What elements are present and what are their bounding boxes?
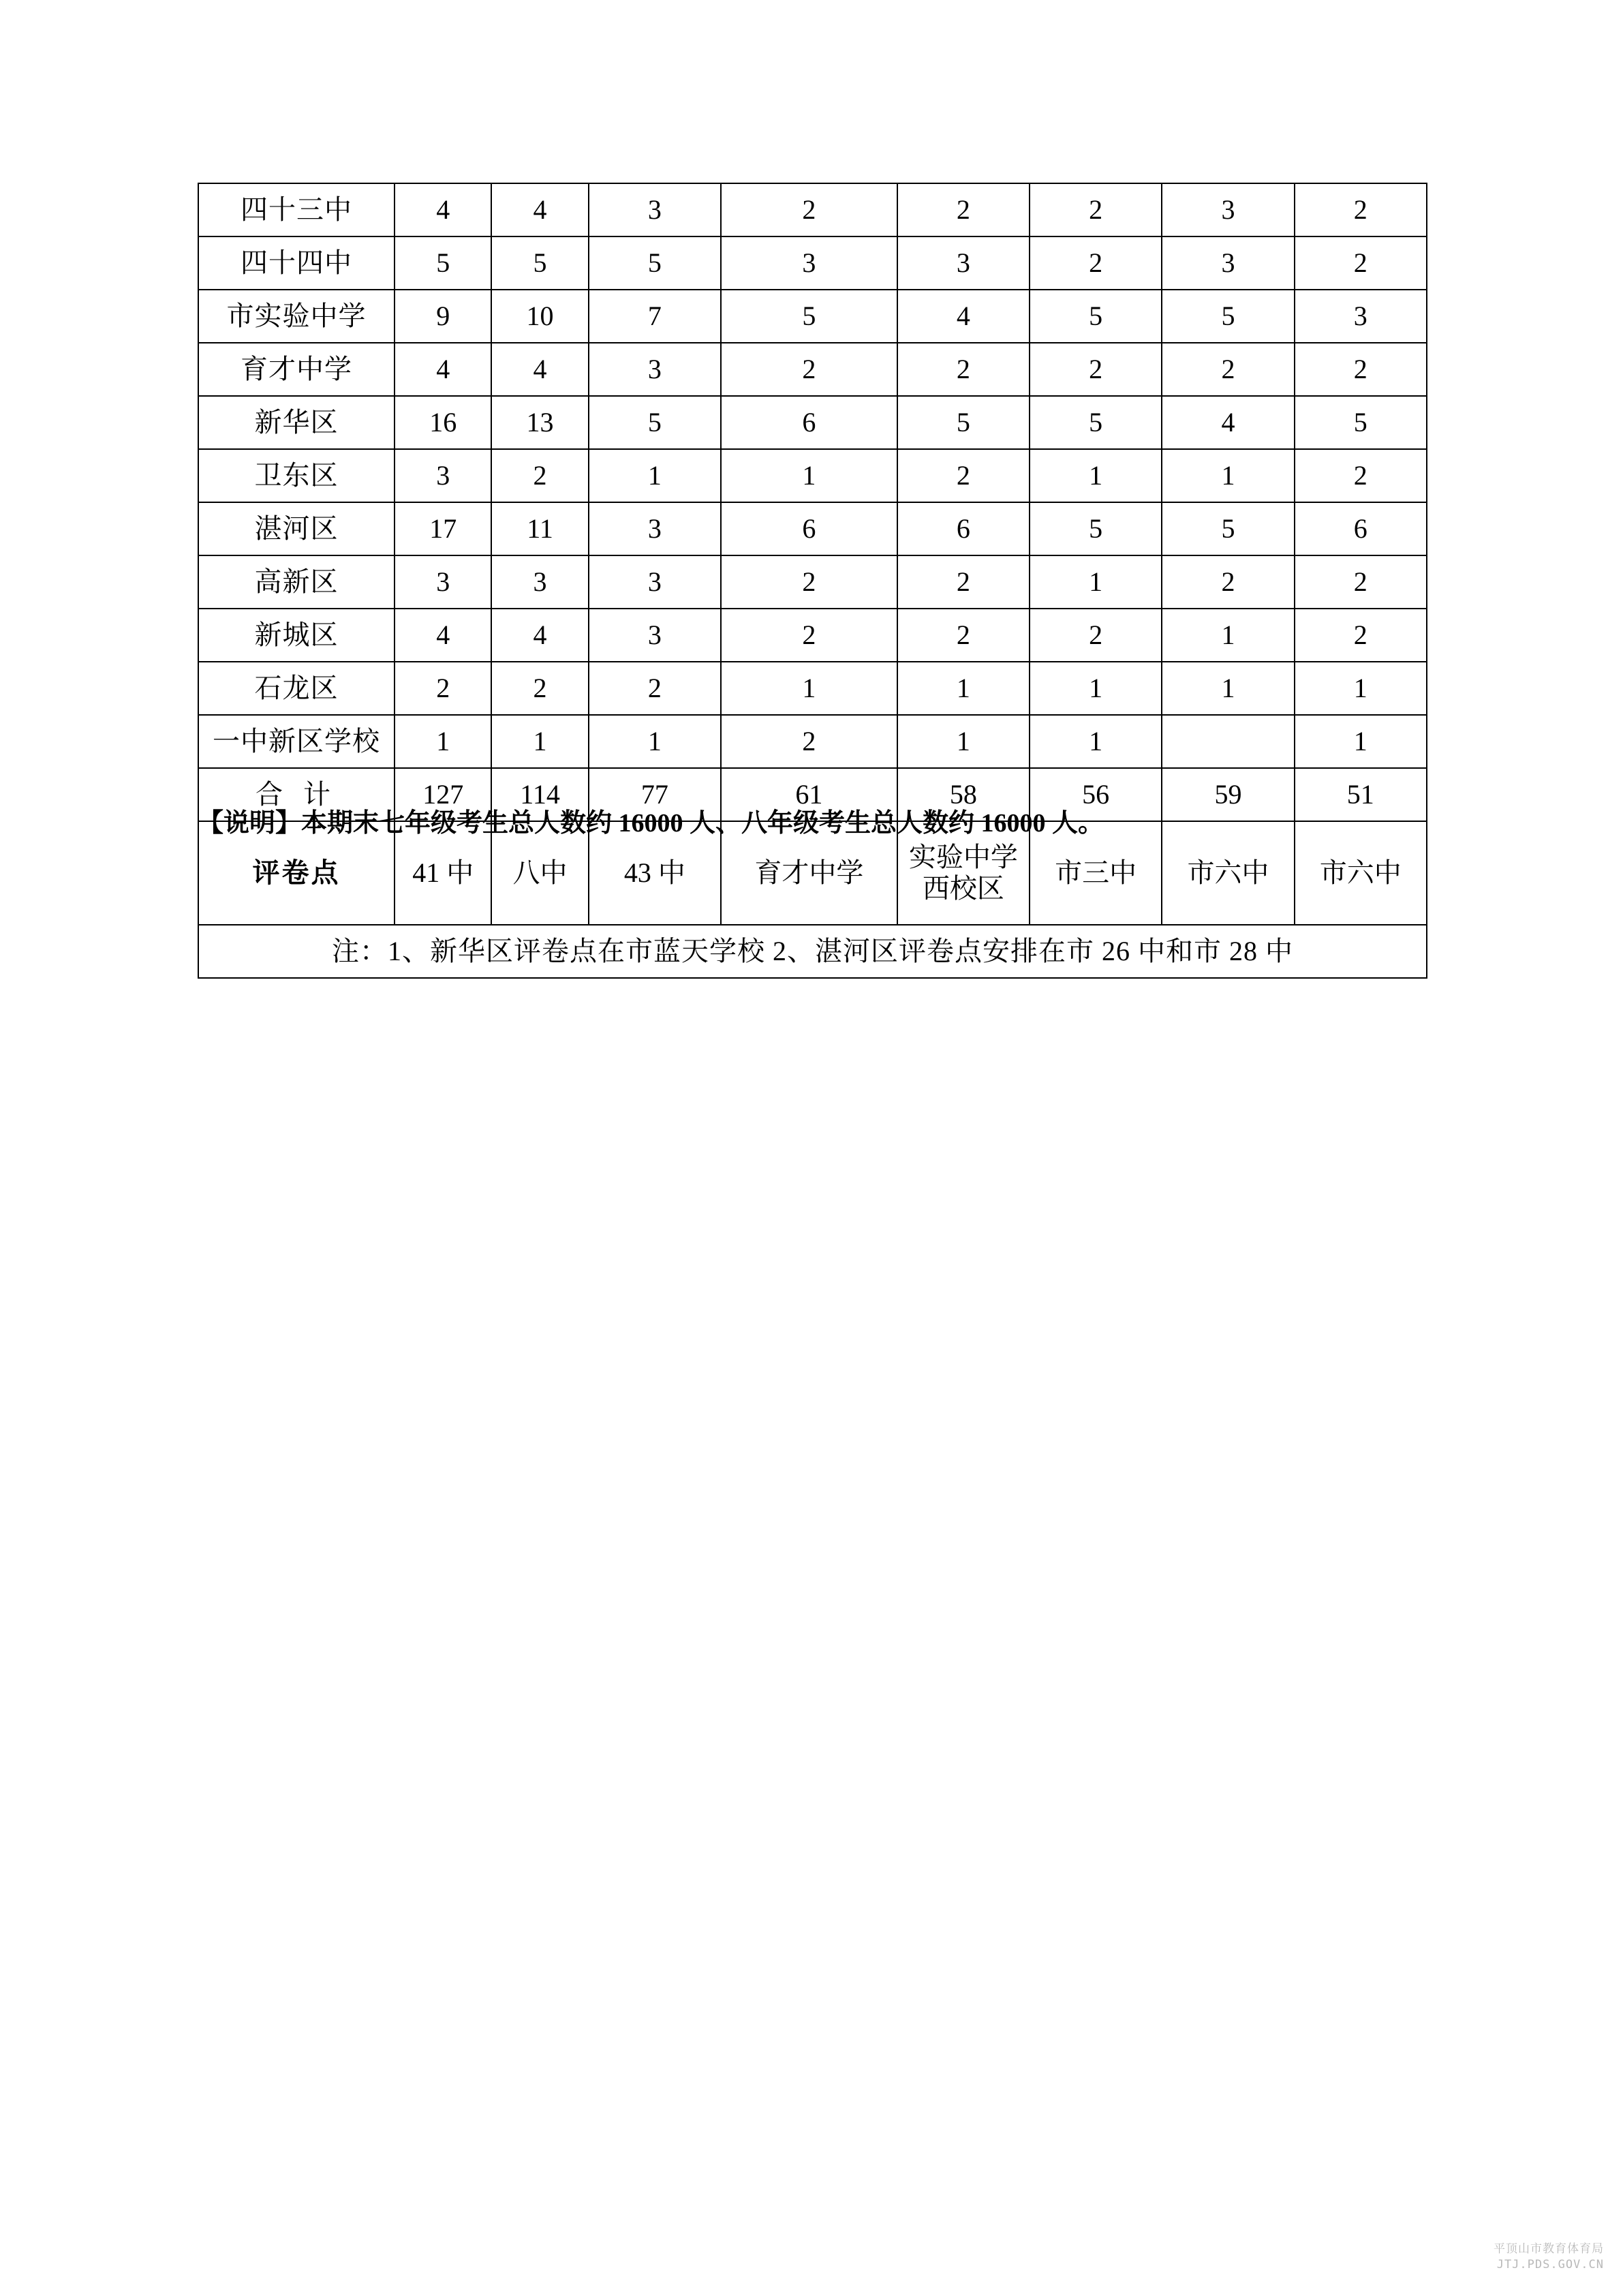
cell: 2 (897, 609, 1030, 662)
cell: 1 (1030, 555, 1162, 609)
cell: 3 (1162, 236, 1294, 290)
cell: 3 (589, 555, 721, 609)
row-label: 新城区 (198, 609, 395, 662)
watermark-line-2: JTJ.PDS.GOV.CN (1496, 2258, 1604, 2272)
watermark (1494, 2241, 1604, 2273)
cell: 3 (1162, 183, 1294, 236)
total-cell: 61 (721, 768, 897, 821)
cell: 5 (1030, 502, 1162, 555)
row-label: 石龙区 (198, 662, 395, 715)
cell: 2 (1295, 449, 1427, 502)
cell: 2 (1030, 609, 1162, 662)
cell: 4 (1162, 396, 1294, 449)
cell: 1 (1162, 662, 1294, 715)
scoring-point-cell: 43 中 (589, 821, 721, 925)
total-cell: 114 (491, 768, 588, 821)
cell: 3 (1295, 290, 1427, 343)
cell: 5 (1030, 396, 1162, 449)
cell: 1 (589, 449, 721, 502)
cell: 2 (1295, 555, 1427, 609)
cell: 5 (1162, 290, 1294, 343)
scoring-point-cell: 市三中 (1030, 821, 1162, 925)
cell: 1 (1030, 715, 1162, 768)
cell: 1 (1030, 662, 1162, 715)
cell: 5 (1162, 502, 1294, 555)
scoring-point-cell: 市六中 (1162, 821, 1294, 925)
cell: 9 (395, 290, 491, 343)
scoring-point-cell: 市六中 (1295, 821, 1427, 925)
row-label: 四十三中 (198, 183, 395, 236)
cell: 2 (1295, 609, 1427, 662)
cell: 13 (491, 396, 588, 449)
total-cell: 127 (395, 768, 491, 821)
cell: 1 (589, 715, 721, 768)
cell: 2 (897, 183, 1030, 236)
cell: 4 (395, 343, 491, 396)
cell: 4 (491, 343, 588, 396)
cell: 16 (395, 396, 491, 449)
cell: 5 (897, 396, 1030, 449)
cell: 6 (897, 502, 1030, 555)
cell: 5 (589, 396, 721, 449)
cell: 2 (897, 555, 1030, 609)
cell: 2 (721, 343, 897, 396)
cell: 2 (1030, 236, 1162, 290)
table-row (198, 662, 1427, 715)
cell: 2 (491, 449, 588, 502)
table-note: 注：1、新华区评卷点在市蓝天学校 2、湛河区评卷点安排在市 26 中和市 28 中 (198, 925, 1427, 978)
cell: 1 (1030, 449, 1162, 502)
cell: 6 (721, 502, 897, 555)
scoring-point-cell: 八中 (491, 821, 588, 925)
cell: 5 (1030, 290, 1162, 343)
cell: 2 (1030, 183, 1162, 236)
cell: 3 (589, 343, 721, 396)
scoring-point-cell: 41 中 (395, 821, 491, 925)
total-cell: 56 (1030, 768, 1162, 821)
cell: 2 (721, 715, 897, 768)
scoring-point-cell: 育才中学 (721, 821, 897, 925)
table-row (198, 396, 1427, 449)
scoring-point-cell: 实验中学西校区 (897, 821, 1030, 925)
cell: 2 (1295, 236, 1427, 290)
explanation-text: 【说明】本期末七年级考生总人数约 16000 人、八年级考生总人数约 16000 人。 (198, 809, 1104, 838)
cell: 7 (589, 290, 721, 343)
cell: 17 (395, 502, 491, 555)
row-label: 新华区 (198, 396, 395, 449)
row-label: 四十四中 (198, 236, 395, 290)
cell: 2 (1162, 343, 1294, 396)
cell: 10 (491, 290, 588, 343)
total-label: 合 计 (198, 768, 395, 821)
table-row (198, 715, 1427, 768)
cell: 3 (589, 502, 721, 555)
cell: 5 (1295, 396, 1427, 449)
exam-allocation-table (198, 183, 1427, 979)
cell: 2 (395, 662, 491, 715)
cell: 3 (395, 449, 491, 502)
row-label: 市实验中学 (198, 290, 395, 343)
cell: 2 (721, 609, 897, 662)
cell: 4 (395, 609, 491, 662)
scoring-point-label: 评卷点 (198, 821, 395, 925)
cell: 5 (491, 236, 588, 290)
cell: 5 (395, 236, 491, 290)
cell: 3 (897, 236, 1030, 290)
cell: 1 (1295, 662, 1427, 715)
cell: 2 (721, 555, 897, 609)
total-cell: 59 (1162, 768, 1294, 821)
table-row (198, 609, 1427, 662)
cell: 1 (491, 715, 588, 768)
cell: 2 (897, 343, 1030, 396)
cell: 5 (589, 236, 721, 290)
total-cell: 51 (1295, 768, 1427, 821)
cell: 1 (721, 449, 897, 502)
cell: 1 (897, 662, 1030, 715)
cell: 11 (491, 502, 588, 555)
table-row-note (198, 925, 1427, 978)
cell: 1 (897, 715, 1030, 768)
cell: 6 (721, 396, 897, 449)
cell: 3 (491, 555, 588, 609)
cell: 2 (897, 449, 1030, 502)
cell: 2 (491, 662, 588, 715)
cell: 1 (1295, 715, 1427, 768)
table-row (198, 449, 1427, 502)
cell: 5 (721, 290, 897, 343)
cell: 3 (589, 609, 721, 662)
table-row (198, 183, 1427, 236)
cell: 4 (897, 290, 1030, 343)
cell: 6 (1295, 502, 1427, 555)
table-row (198, 343, 1427, 396)
row-label: 卫东区 (198, 449, 395, 502)
cell: 4 (395, 183, 491, 236)
cell: 4 (491, 183, 588, 236)
table-row (198, 555, 1427, 609)
watermark-line-1: 平顶山市教育体育局 (1494, 2242, 1604, 2256)
total-cell: 58 (897, 768, 1030, 821)
cell: 2 (1030, 343, 1162, 396)
table-row (198, 502, 1427, 555)
cell: 1 (1162, 449, 1294, 502)
cell: 2 (721, 183, 897, 236)
cell: 2 (589, 662, 721, 715)
cell: 1 (1162, 609, 1294, 662)
row-label: 育才中学 (198, 343, 395, 396)
cell: 1 (721, 662, 897, 715)
row-label: 湛河区 (198, 502, 395, 555)
row-label: 高新区 (198, 555, 395, 609)
cell: 1 (395, 715, 491, 768)
cell: 2 (1295, 183, 1427, 236)
total-cell: 77 (589, 768, 721, 821)
table-row (198, 290, 1427, 343)
cell (1162, 715, 1294, 768)
table-row (198, 236, 1427, 290)
cell: 3 (395, 555, 491, 609)
cell: 2 (1295, 343, 1427, 396)
row-label: 一中新区学校 (198, 715, 395, 768)
cell: 3 (589, 183, 721, 236)
cell: 2 (1162, 555, 1294, 609)
exam-allocation-table-wrapper (198, 183, 1427, 979)
cell: 3 (721, 236, 897, 290)
cell: 4 (491, 609, 588, 662)
